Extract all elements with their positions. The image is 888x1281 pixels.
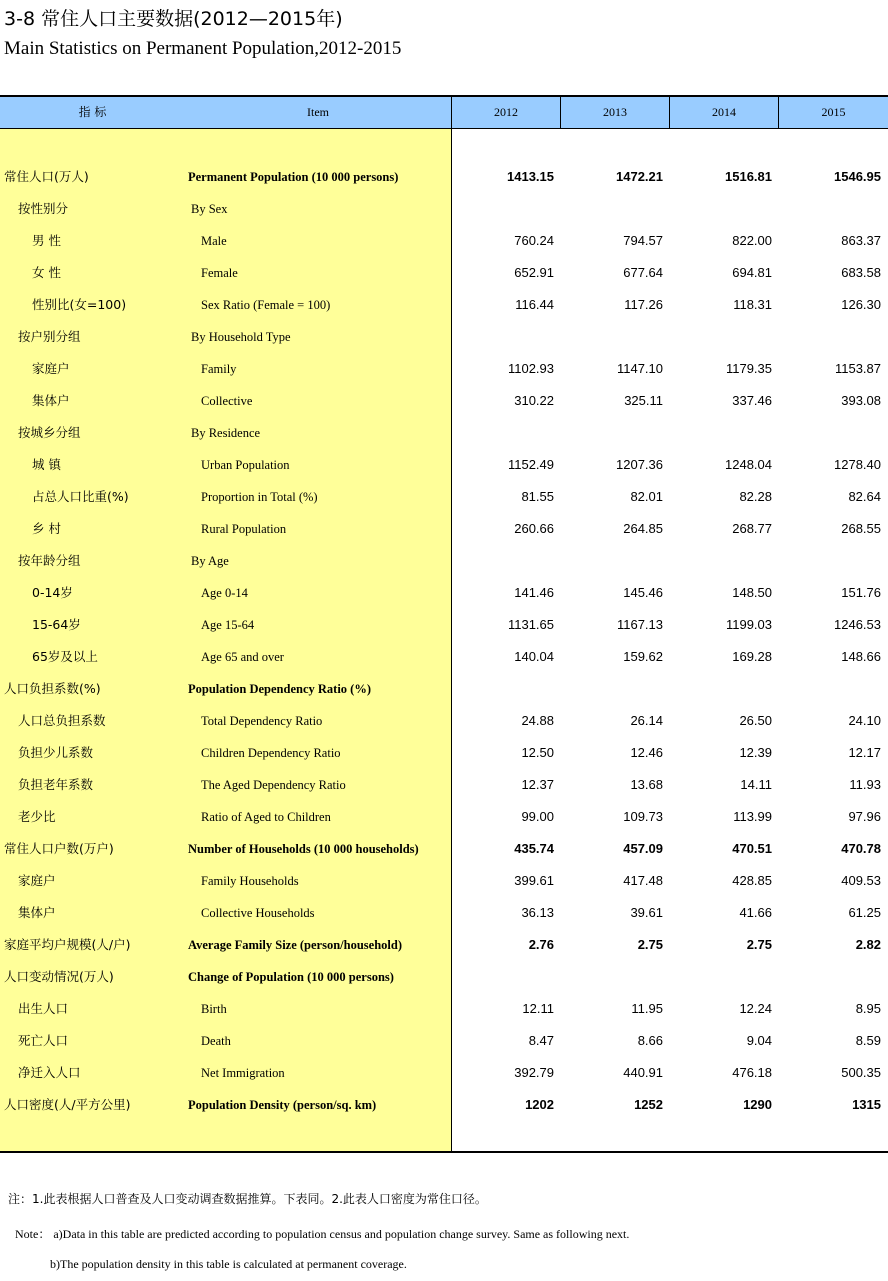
row-label-en: Population Dependency Ratio (%)	[188, 682, 371, 696]
row-label-cn: 占总人口比重(%)	[32, 489, 129, 504]
cell-value-2014: 476.18	[732, 1065, 772, 1080]
row-label-en: Death	[201, 1034, 231, 1048]
cell-value-2014: 1248.04	[725, 457, 772, 472]
row-label-en: Birth	[201, 1002, 227, 1016]
cell-value-2015: 470.78	[841, 841, 881, 856]
note-en-b: b)The population density in this table is calculated at permanent coverage.	[50, 1257, 407, 1271]
cell-value-2014: 12.39	[739, 745, 772, 760]
cell-value-2014: 12.24	[739, 1001, 772, 1016]
row-label-cn: 性别比(女=100)	[32, 297, 127, 312]
cell-value-2013: 1207.36	[616, 457, 663, 472]
row-label-cn: 按性别分	[18, 201, 69, 216]
row-label-cn: 人口变动情况(万人)	[4, 969, 114, 984]
table-row	[0, 833, 888, 865]
row-label-en: Female	[201, 266, 238, 280]
row-label-en: By Sex	[191, 202, 228, 216]
table-row	[0, 1025, 888, 1057]
cell-value-2014: 41.66	[739, 905, 772, 920]
cell-value-2012: 12.50	[521, 745, 554, 760]
row-label-cn: 人口负担系数(%)	[4, 681, 101, 696]
table-row	[0, 769, 888, 801]
cell-value-2014: 428.85	[732, 873, 772, 888]
table-row	[0, 865, 888, 897]
row-label-cn: 人口密度(人/平方公里)	[4, 1097, 131, 1112]
table-header	[0, 97, 888, 129]
cell-value-2013: 1252	[634, 1097, 663, 1112]
cell-value-2012: 2.76	[528, 937, 554, 952]
cell-value-2012: 760.24	[514, 233, 554, 248]
row-label-en: The Aged Dependency Ratio	[201, 778, 346, 792]
table-row	[0, 673, 888, 705]
cell-value-2012: 435.74	[514, 841, 554, 856]
cell-value-2015: 863.37	[841, 233, 881, 248]
row-label-cn: 城 镇	[32, 457, 61, 472]
row-label-en: Age 0-14	[201, 586, 248, 600]
cell-value-2014: 268.77	[732, 521, 772, 536]
table-row	[0, 993, 888, 1025]
row-label-en: Average Family Size (person/household)	[188, 938, 402, 952]
row-label-en: Total Dependency Ratio	[201, 714, 323, 728]
cell-value-2014: 470.51	[732, 841, 772, 856]
row-label-en: Net Immigration	[201, 1066, 285, 1080]
row-label-en: Population Density (person/sq. km)	[188, 1098, 377, 1112]
row-label-en: Age 65 and over	[201, 650, 284, 664]
cell-value-2014: 822.00	[732, 233, 772, 248]
table-row	[0, 897, 888, 929]
table-row	[0, 193, 888, 225]
row-label-cn: 负担老年系数	[18, 777, 94, 792]
cell-value-2012: 1152.49	[507, 457, 554, 472]
cell-value-2013: 417.48	[623, 873, 663, 888]
row-label-en: Rural Population	[201, 522, 287, 536]
cell-value-2013: 440.91	[623, 1065, 663, 1080]
cell-value-2012: 1102.93	[507, 361, 554, 376]
table-bottom-rule	[0, 1151, 888, 1153]
row-label-cn: 女 性	[32, 265, 61, 280]
table-row	[0, 353, 888, 385]
cell-value-2015: 12.17	[848, 745, 881, 760]
cell-value-2013: 457.09	[623, 841, 663, 856]
header-year-2015: 2015	[778, 97, 888, 128]
row-label-en: Sex Ratio (Female = 100)	[201, 298, 331, 312]
cell-value-2012: 99.00	[521, 809, 554, 824]
cell-value-2012: 310.22	[514, 393, 554, 408]
cell-value-2015: 97.96	[848, 809, 881, 824]
cell-value-2014: 1199.03	[725, 617, 772, 632]
header-item: Item	[307, 105, 329, 119]
table-row	[0, 257, 888, 289]
cell-value-2015: 1278.40	[834, 457, 881, 472]
cell-value-2012: 1131.65	[507, 617, 554, 632]
cell-value-2015: 268.55	[841, 521, 881, 536]
cell-value-2015: 409.53	[841, 873, 881, 888]
table-row	[0, 577, 888, 609]
cell-value-2013: 13.68	[630, 777, 663, 792]
row-label-cn: 按城乡分组	[18, 425, 81, 440]
row-label-cn: 按户别分组	[18, 329, 81, 344]
cell-value-2013: 12.46	[630, 745, 663, 760]
row-label-cn: 65岁及以上	[32, 649, 98, 664]
cell-value-2015: 1153.87	[834, 361, 881, 376]
row-label-cn: 家庭平均户规模(人/户)	[4, 937, 131, 952]
cell-value-2015: 24.10	[848, 713, 881, 728]
cell-value-2014: 169.28	[732, 649, 772, 664]
cell-value-2014: 82.28	[739, 489, 772, 504]
cell-value-2014: 1179.35	[725, 361, 772, 376]
row-label-cn: 常住人口户数(万户)	[4, 841, 114, 856]
row-label-en: Children Dependency Ratio	[201, 746, 341, 760]
table-row	[0, 609, 888, 641]
row-label-cn: 人口总负担系数	[18, 713, 106, 728]
cell-value-2014: 2.75	[746, 937, 772, 952]
cell-value-2013: 8.66	[637, 1033, 663, 1048]
cell-value-2014: 118.31	[733, 297, 772, 312]
cell-value-2015: 82.64	[848, 489, 881, 504]
cell-value-2013: 677.64	[623, 265, 663, 280]
row-label-en: Permanent Population (10 000 persons)	[188, 170, 399, 184]
statistics-table	[0, 95, 888, 1153]
header-year-2012: 2012	[451, 97, 560, 128]
table-row	[0, 545, 888, 577]
cell-value-2014: 113.99	[733, 809, 772, 824]
cell-value-2012: 8.47	[528, 1033, 554, 1048]
cell-value-2013: 2.75	[637, 937, 663, 952]
cell-value-2015: 11.93	[849, 777, 881, 792]
cell-value-2012: 652.91	[514, 265, 554, 280]
cell-value-2013: 159.62	[623, 649, 663, 664]
row-label-cn: 集体户	[32, 393, 70, 408]
cell-value-2015: 500.35	[841, 1065, 881, 1080]
table-row	[0, 481, 888, 513]
cell-value-2014: 148.50	[732, 585, 772, 600]
table-row	[0, 1057, 888, 1089]
row-label-cn: 死亡人口	[18, 1033, 69, 1048]
row-label-cn: 乡 村	[32, 521, 61, 536]
header-year-2013: 2013	[560, 97, 669, 128]
cell-value-2013: 117.26	[624, 297, 663, 312]
row-label-cn: 集体户	[18, 905, 56, 920]
cell-value-2013: 264.85	[623, 521, 663, 536]
table-row	[0, 225, 888, 257]
header-year-2014: 2014	[669, 97, 778, 128]
cell-value-2015: 1315	[852, 1097, 881, 1112]
row-label-en: Ratio of Aged to Children	[201, 810, 331, 824]
row-label-cn: 家庭户	[32, 361, 70, 376]
cell-value-2013: 325.11	[624, 393, 663, 408]
cell-value-2015: 61.25	[848, 905, 881, 920]
cell-value-2013: 109.73	[623, 809, 663, 824]
cell-value-2012: 392.79	[514, 1065, 554, 1080]
table-row	[0, 929, 888, 961]
cell-value-2012: 12.37	[521, 777, 554, 792]
table-row	[0, 321, 888, 353]
cell-value-2013: 794.57	[623, 233, 663, 248]
table-row	[0, 385, 888, 417]
page-title-cn: 3-8 常住人口主要数据(2012—2015年)	[4, 8, 343, 30]
cell-value-2013: 1167.13	[616, 617, 663, 632]
cell-value-2015: 151.76	[841, 585, 881, 600]
cell-value-2012: 81.55	[521, 489, 554, 504]
cell-value-2012: 36.13	[521, 905, 554, 920]
cell-value-2013: 145.46	[623, 585, 663, 600]
cell-value-2012: 260.66	[514, 521, 554, 536]
cell-value-2014: 26.50	[739, 713, 772, 728]
cell-value-2014: 9.04	[746, 1033, 772, 1048]
row-label-en: Collective Households	[201, 906, 315, 920]
table-row	[0, 801, 888, 833]
cell-value-2013: 26.14	[630, 713, 663, 728]
row-label-en: Urban Population	[201, 458, 290, 472]
table-row	[0, 641, 888, 673]
row-label-cn: 0-14岁	[32, 585, 73, 600]
row-label-en: By Age	[191, 554, 229, 568]
row-label-en: Number of Households (10 000 households)	[188, 842, 419, 856]
cell-value-2012: 399.61	[514, 873, 554, 888]
cell-value-2015: 126.30	[841, 297, 881, 312]
cell-value-2012: 1202	[525, 1097, 554, 1112]
cell-value-2014: 337.46	[732, 393, 772, 408]
cell-value-2014: 1290	[743, 1097, 772, 1112]
row-label-en: Change of Population (10 000 persons)	[188, 970, 394, 984]
table-row	[0, 289, 888, 321]
cell-value-2015: 683.58	[841, 265, 881, 280]
row-label-cn: 男 性	[32, 233, 61, 248]
cell-value-2014: 694.81	[732, 265, 772, 280]
cell-value-2012: 140.04	[514, 649, 554, 664]
row-label-cn: 15-64岁	[32, 617, 81, 632]
cell-value-2013: 11.95	[631, 1001, 663, 1016]
cell-value-2015: 148.66	[841, 649, 881, 664]
cell-value-2015: 1546.95	[834, 169, 881, 184]
page-title-en: Main Statistics on Permanent Population,2012-2015	[4, 38, 402, 59]
row-label-cn: 出生人口	[18, 1001, 69, 1016]
cell-value-2015: 393.08	[841, 393, 881, 408]
row-label-en: By Residence	[191, 426, 261, 440]
table-row	[0, 961, 888, 993]
table-row	[0, 705, 888, 737]
cell-value-2012: 1413.15	[507, 169, 554, 184]
row-label-en: Age 15-64	[201, 618, 255, 632]
row-label-en: Family Households	[201, 874, 299, 888]
row-label-en: By Household Type	[191, 330, 291, 344]
cell-value-2014: 1516.81	[725, 169, 772, 184]
cell-value-2012: 12.11	[522, 1001, 554, 1016]
table-row	[0, 1089, 888, 1121]
row-label-cn: 负担少儿系数	[18, 745, 94, 760]
cell-value-2015: 1246.53	[834, 617, 881, 632]
row-label-cn: 家庭户	[18, 873, 56, 888]
table-row	[0, 417, 888, 449]
cell-value-2012: 116.44	[515, 297, 554, 312]
cell-value-2015: 2.82	[855, 937, 881, 952]
cell-value-2014: 14.11	[740, 777, 772, 792]
row-label-cn: 常住人口(万人)	[4, 169, 89, 184]
row-label-cn: 按年龄分组	[18, 553, 81, 568]
row-label-cn: 净迁入人口	[18, 1065, 81, 1080]
table-row	[0, 513, 888, 545]
table-row	[0, 161, 888, 193]
cell-value-2015: 8.59	[855, 1033, 881, 1048]
cell-value-2012: 24.88	[521, 713, 554, 728]
cell-value-2015: 8.95	[855, 1001, 881, 1016]
cell-value-2013: 39.61	[630, 905, 663, 920]
table-row	[0, 449, 888, 481]
row-label-cn: 老少比	[18, 809, 56, 824]
row-label-en: Family	[201, 362, 237, 376]
note-cn: 注：1.此表根据人口普查及人口变动调查数据推算。下表同。2.此表人口密度为常住口径。	[8, 1192, 487, 1206]
cell-value-2013: 1472.21	[616, 169, 663, 184]
cell-value-2013: 1147.10	[616, 361, 663, 376]
row-label-en: Collective	[201, 394, 253, 408]
row-label-en: Male	[201, 234, 227, 248]
header-indicator: 指 标	[78, 105, 107, 119]
row-label-en: Proportion in Total (%)	[201, 490, 318, 504]
note-en-a: Note： a)Data in this table are predicted according to population census and population change survey. Same as following next.	[15, 1227, 630, 1241]
cell-value-2012: 141.46	[514, 585, 554, 600]
cell-value-2013: 82.01	[630, 489, 663, 504]
table-row	[0, 737, 888, 769]
